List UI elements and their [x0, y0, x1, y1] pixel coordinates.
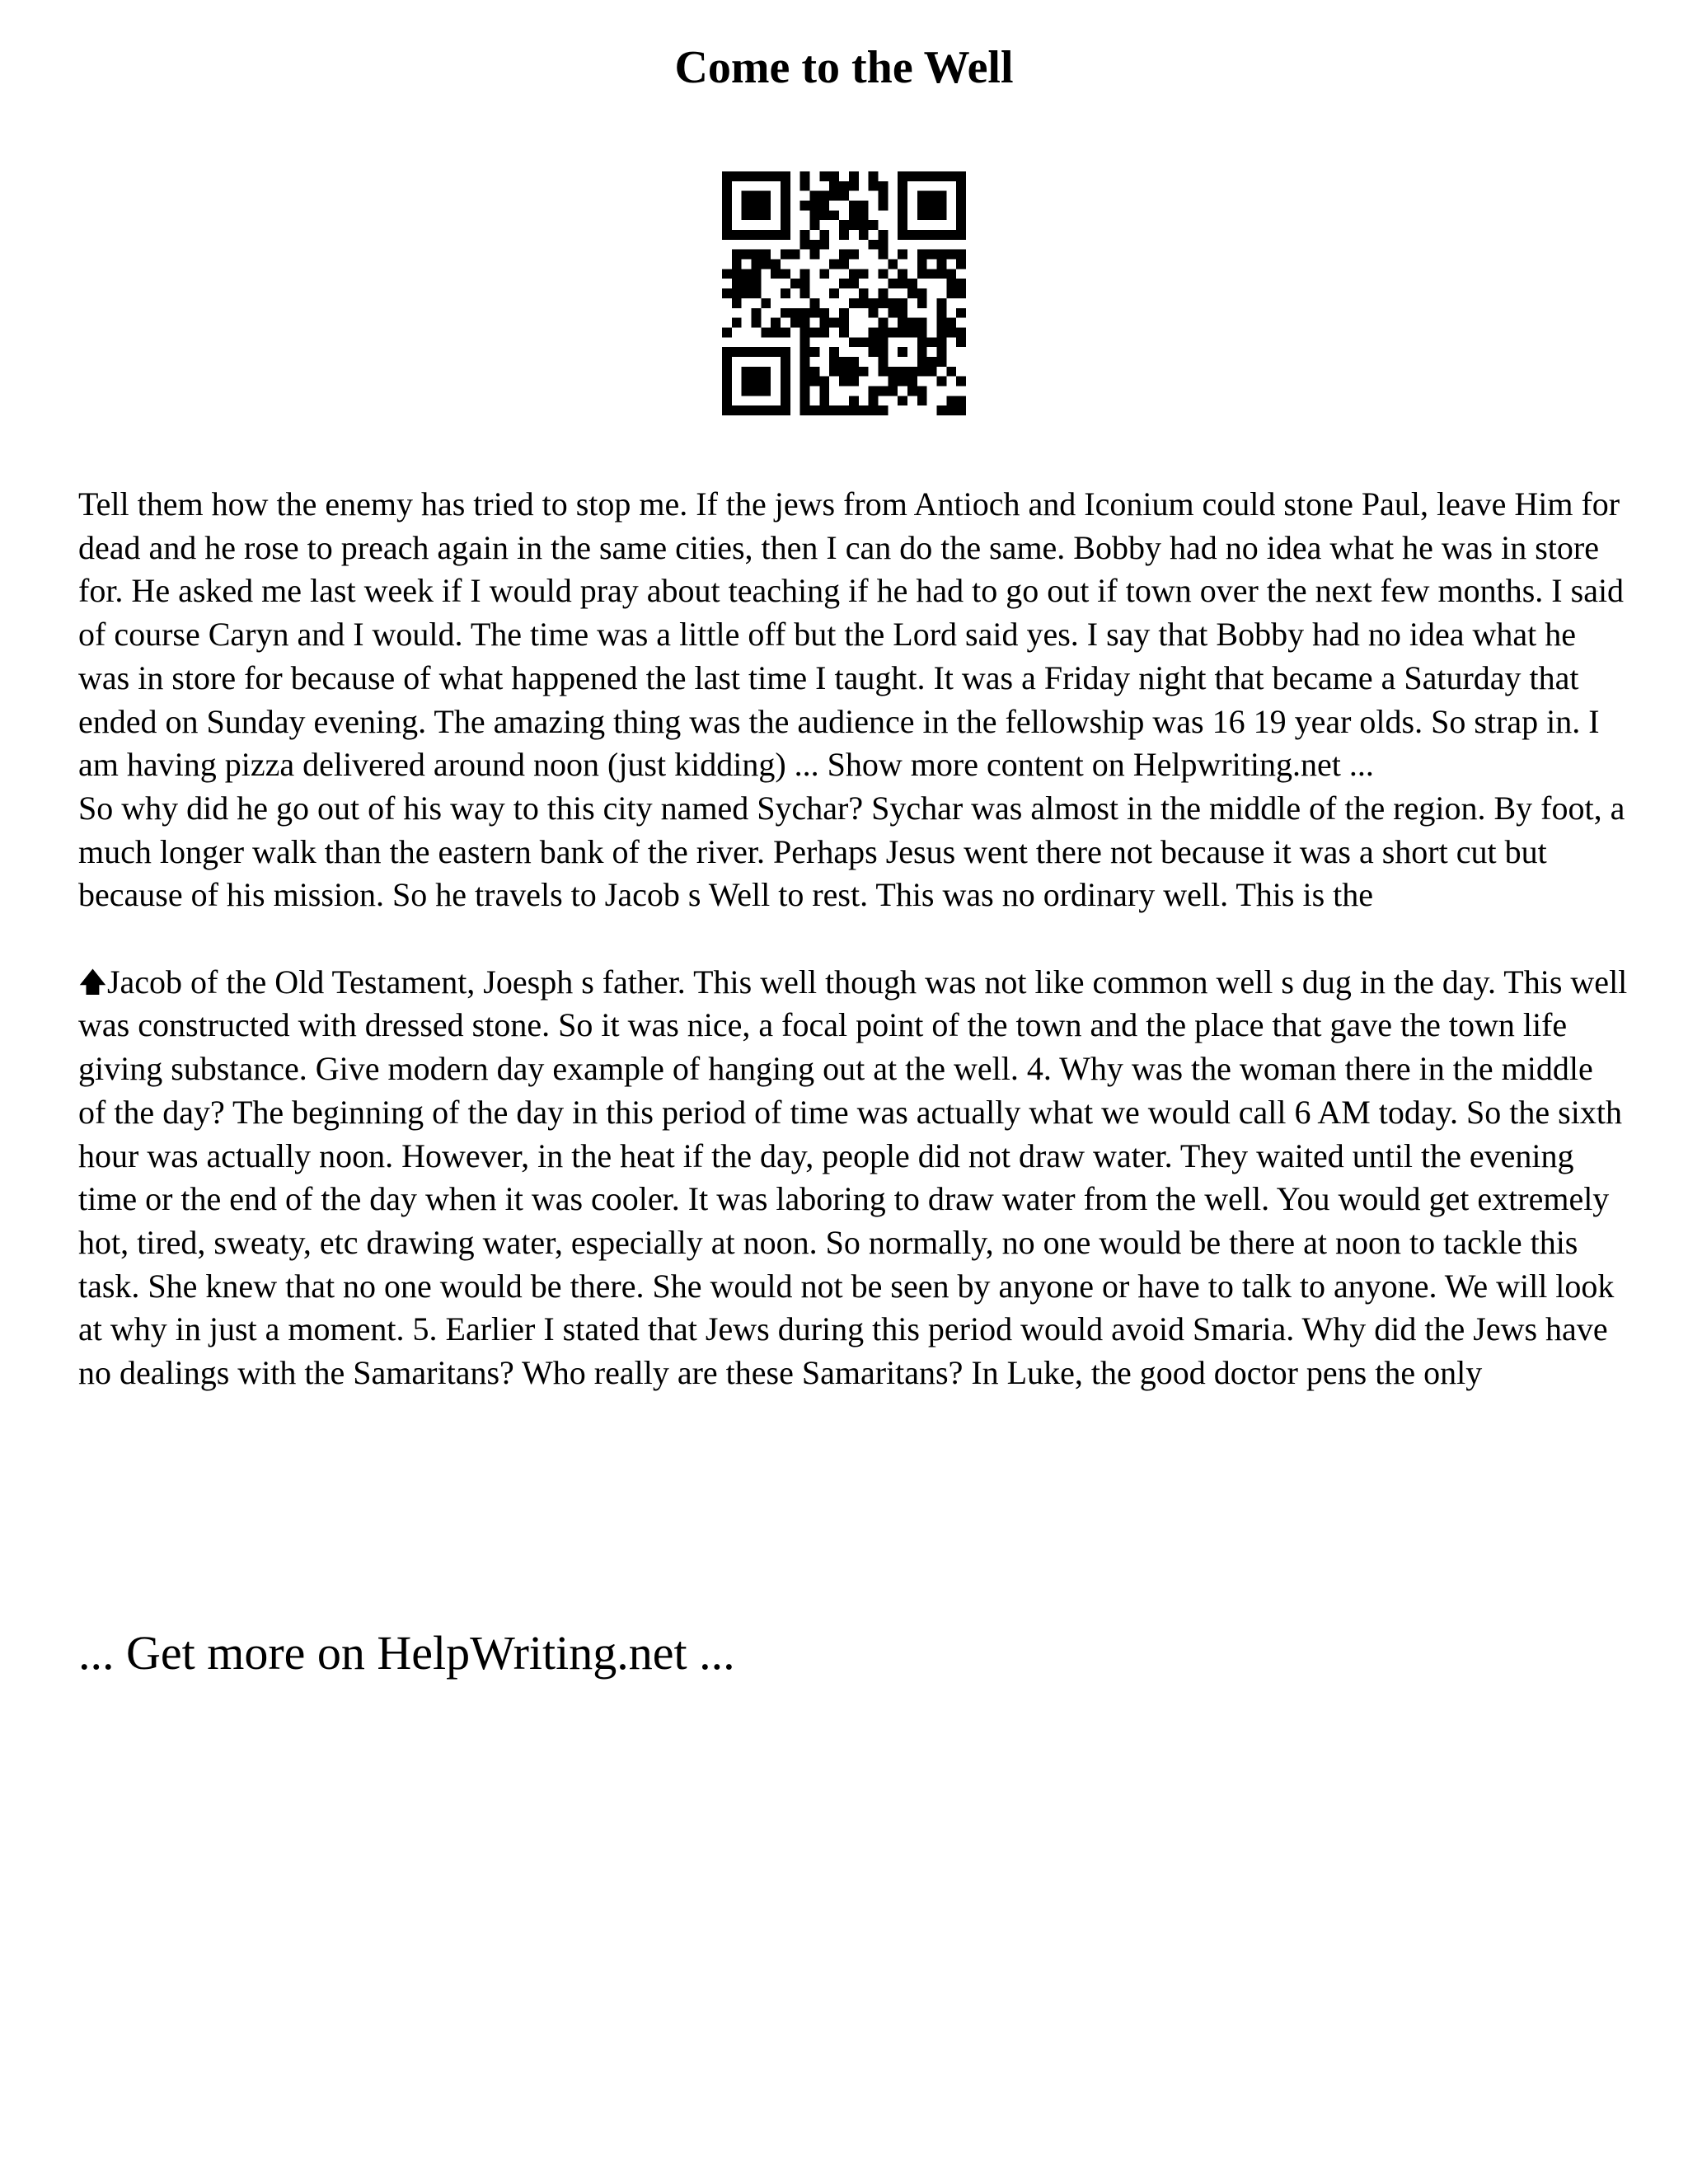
paragraph-1: Tell them how the enemy has tried to stop me. If the jews from Antioch and Iconium could stone Paul, leave Him for dead and he rose to preach again in the same cities, then I can do the same. Bobby had no idea what he was in store for. He asked me last week if I would pray about teaching if he had to go out if town over the next few months. I said of course Caryn and I would. The time was a little off but the Lord said yes. I say that Bobby had no idea what he was in store for because of what happened the last time I taught. It was a Friday night that became a Saturday that ended on Sunday evening. The amazing thing was the audience in the fellowship was 16 19 year olds. So strap in. I am having pizza delivered around noon (just kidding) ... Show more content on Helpwriting.net ...	[78, 485, 1625, 784]
get-more-link[interactable]: ... Get more on HelpWriting.net ...	[78, 1626, 735, 1680]
qr-code-icon	[722, 171, 966, 415]
paragraph-2: So why did he go out of his way to this city named Sychar? Sychar was almost in the middle of the region. By foot, a much longer walk than the eastern bank of the river. Perhaps Jesus went there not because it was a short cut but because of his mission. So he travels to Jacob s Well to rest. This was no ordinary well. This is the	[78, 789, 1625, 914]
paragraph-3-text: Jacob of the Old Testament, Joesph s father. This well though was not like common well s dug in the day. This well was constructed with dressed stone. So it was nice, a focal point of the town and the place that gave the town life giving substance. Give modern day example of hanging out at the well. 4. Why was the woman there in the middle of the day? The beginning of the day in this period of time was actually what we would call 6 AM today. So the sixth hour was actually noon. However, in the heat if the day, people did not draw water. They waited until the evening time or the end of the day when it was cooler. It was laboring to draw water from the well. You would get extremely hot, tired, sweaty, etc drawing water, especially at noon. So normally, no one would be there at noon to tackle this task. She knew that no one would be there. She would not be seen by anyone or have to talk to anyone. We will look at why in just a moment. 5. Earlier I stated that Jews during this period would avoid Smaria. Why did the Jews have no dealings with the Samaritans? Who really are these Samaritans? In Luke, the good doctor pens the only	[78, 963, 1628, 1392]
up-arrow-icon: 🡅	[78, 967, 107, 998]
paragraph-3	[78, 961, 1628, 1395]
page-title: Come to the Well	[674, 42, 1014, 93]
article-body	[78, 483, 1628, 1395]
paragraph-spacer	[78, 917, 1628, 961]
